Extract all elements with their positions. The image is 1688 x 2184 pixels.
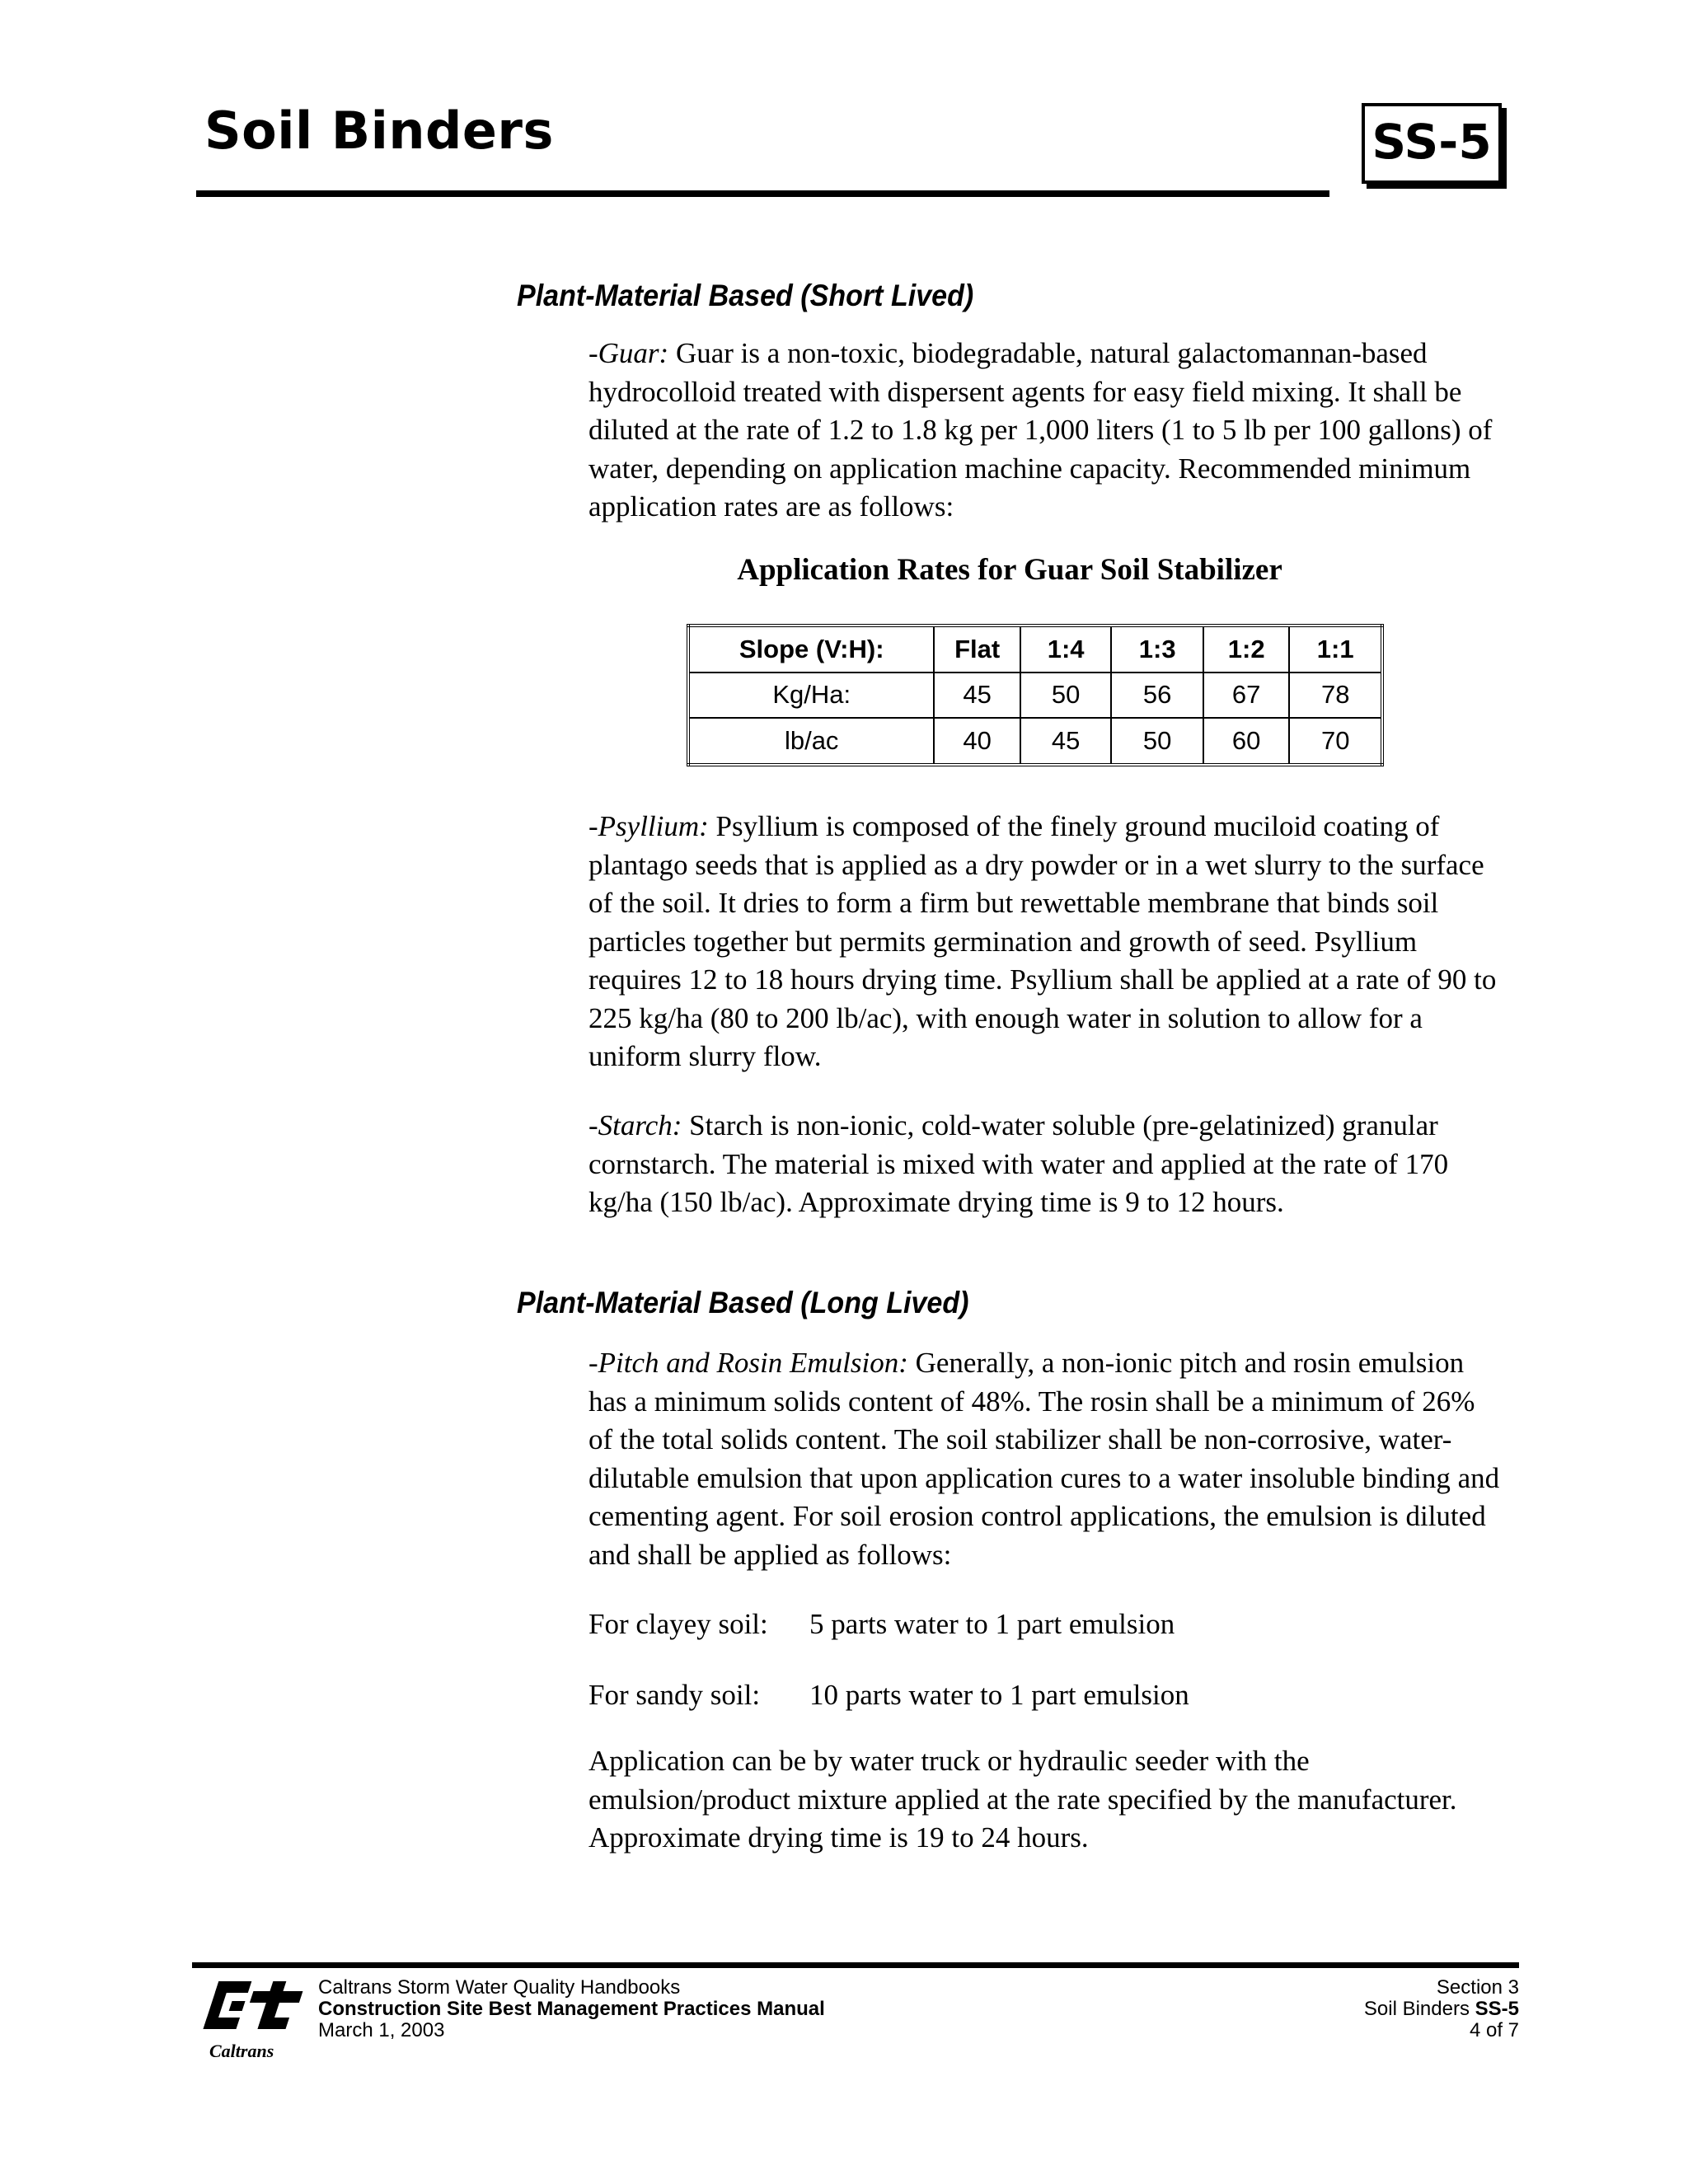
sandy-soil-row (588, 1680, 1189, 1709)
table-header-cell: Slope (V:H): (688, 626, 934, 673)
footer-doc-name: Soil Binders (1363, 1998, 1470, 2020)
sandy-soil-label: For sandy soil: (588, 1679, 761, 1711)
table-header-cell: 1:2 (1203, 626, 1289, 673)
sandy-soil-value: 10 parts water to 1 part emulsion (809, 1679, 1189, 1711)
table-header-row (688, 626, 1382, 673)
table-cell: 45 (934, 673, 1020, 719)
footer-publication-info (318, 1977, 825, 2041)
guar-paragraph (588, 335, 1503, 527)
table-caption: Application Rates for Guar Soil Stabilizer (737, 553, 1282, 587)
table-cell: 45 (1020, 718, 1112, 765)
caltrans-logo-text: Caltrans (209, 2041, 274, 2061)
psyllium-text: Psyllium is composed of the finely ground muciloid coating of plantago seeds that is applied as a dry powder or in a wet slurry to the surface of the soil. It dries to form a firm but rewettable membrane that binds soil particles together but permits germination and growth of seed. Psyllium requires 12 to 18 hours drying time. Psyllium shall be applied at a rate of 90 to 225 kg/ha (80 to 200 lb/ac), with enough water in solution to allow for a uniform slurry flow. (588, 810, 1497, 1072)
pitch-rosin-text: Generally, a non-ionic pitch and rosin emulsion has a minimum solids content of 48%. The rosin shall be a minimum of 26% of the total solids content. The soil stabilizer shall be non-corrosive, water-dilutable emulsion that upon application cures to a water insoluble binding and cementing agent. For soil erosion control applications, the emulsion is diluted and shall be applied as follows: (588, 1347, 1500, 1571)
table-cell: 50 (1020, 673, 1112, 719)
table-row (688, 718, 1382, 765)
guar-rates-table (687, 624, 1384, 766)
bmp-code-badge (1362, 103, 1502, 184)
psyllium-term: -Psyllium: (588, 810, 709, 842)
table-cell: Kg/Ha: (688, 673, 934, 719)
heading-long-lived: Plant-Material Based (Long Lived) (517, 1286, 969, 1319)
table-cell: 78 (1289, 673, 1382, 719)
psyllium-paragraph (588, 808, 1503, 1076)
table-header-cell: 1:4 (1020, 626, 1112, 673)
table-cell: lb/ac (688, 718, 934, 765)
table-cell: 56 (1111, 673, 1203, 719)
footer-page-number: 4 of 7 (1469, 2019, 1519, 2041)
footer-section-info (1364, 1977, 1519, 2041)
footer-section: Section 3 (1436, 1976, 1519, 1999)
starch-text: Starch is non-ionic, cold-water soluble (pre-gelatinized) granular cornstarch. The material is mixed with water and applied at the rate of 170 kg/ha (150 lb/ac). Approximate drying time is 9 to 12 hours. (588, 1109, 1449, 1218)
pitch-rosin-term: -Pitch and Rosin Emulsion: (588, 1347, 908, 1379)
table-cell: 50 (1111, 718, 1203, 765)
table-cell: 40 (934, 718, 1020, 765)
pitch-rosin-paragraph (588, 1344, 1503, 1574)
table-header-cell: 1:1 (1289, 626, 1382, 673)
application-paragraph: Application can be by water truck or hydraulic seeder with the emulsion/product mixture applied at the rate specified by the manufacturer. Approximate drying time is 19 to 24 hours. (588, 1745, 1457, 1854)
clayey-soil-row (588, 1610, 1175, 1638)
footer-doc-line (1364, 1999, 1519, 2020)
table-cell: 67 (1203, 673, 1289, 719)
clayey-soil-value: 5 parts water to 1 part emulsion (809, 1608, 1175, 1640)
table-cell: 60 (1203, 718, 1289, 765)
guar-text: Guar is a non-toxic, biodegradable, natural galactomannan-based hydrocolloid treated with dispersent agents for easy field mixing. It shall be diluted at the rate of 1.2 to 1.8 kg per 1,000 liters (1 to 5 lb per 100 gallons) of water, depending on application machine capacity. Recommended minimum application rates are as follows: (588, 337, 1493, 523)
footer-handbook-line: Caltrans Storm Water Quality Handbooks (318, 1976, 681, 1999)
header-rule (196, 190, 1329, 197)
starch-term: -Starch: (588, 1109, 682, 1141)
footer-doc-code: SS-5 (1475, 1998, 1519, 2020)
table-cell: 70 (1289, 718, 1382, 765)
table-header-cell: Flat (934, 626, 1020, 673)
guar-term: -Guar: (588, 337, 669, 369)
footer-manual-line: Construction Site Best Management Practices Manual (318, 1998, 825, 2020)
clayey-soil-label: For clayey soil: (588, 1608, 768, 1640)
page-title: Soil Binders (204, 101, 554, 161)
table-header-cell: 1:3 (1111, 626, 1203, 673)
caltrans-logo-icon (196, 1980, 303, 2062)
table-row (688, 673, 1382, 719)
starch-paragraph (588, 1107, 1503, 1222)
bmp-code-text: SS-5 (1372, 114, 1492, 170)
footer-date: March 1, 2003 (318, 2019, 445, 2041)
footer-rule (192, 1962, 1519, 1968)
heading-short-lived: Plant-Material Based (Short Lived) (517, 279, 974, 312)
